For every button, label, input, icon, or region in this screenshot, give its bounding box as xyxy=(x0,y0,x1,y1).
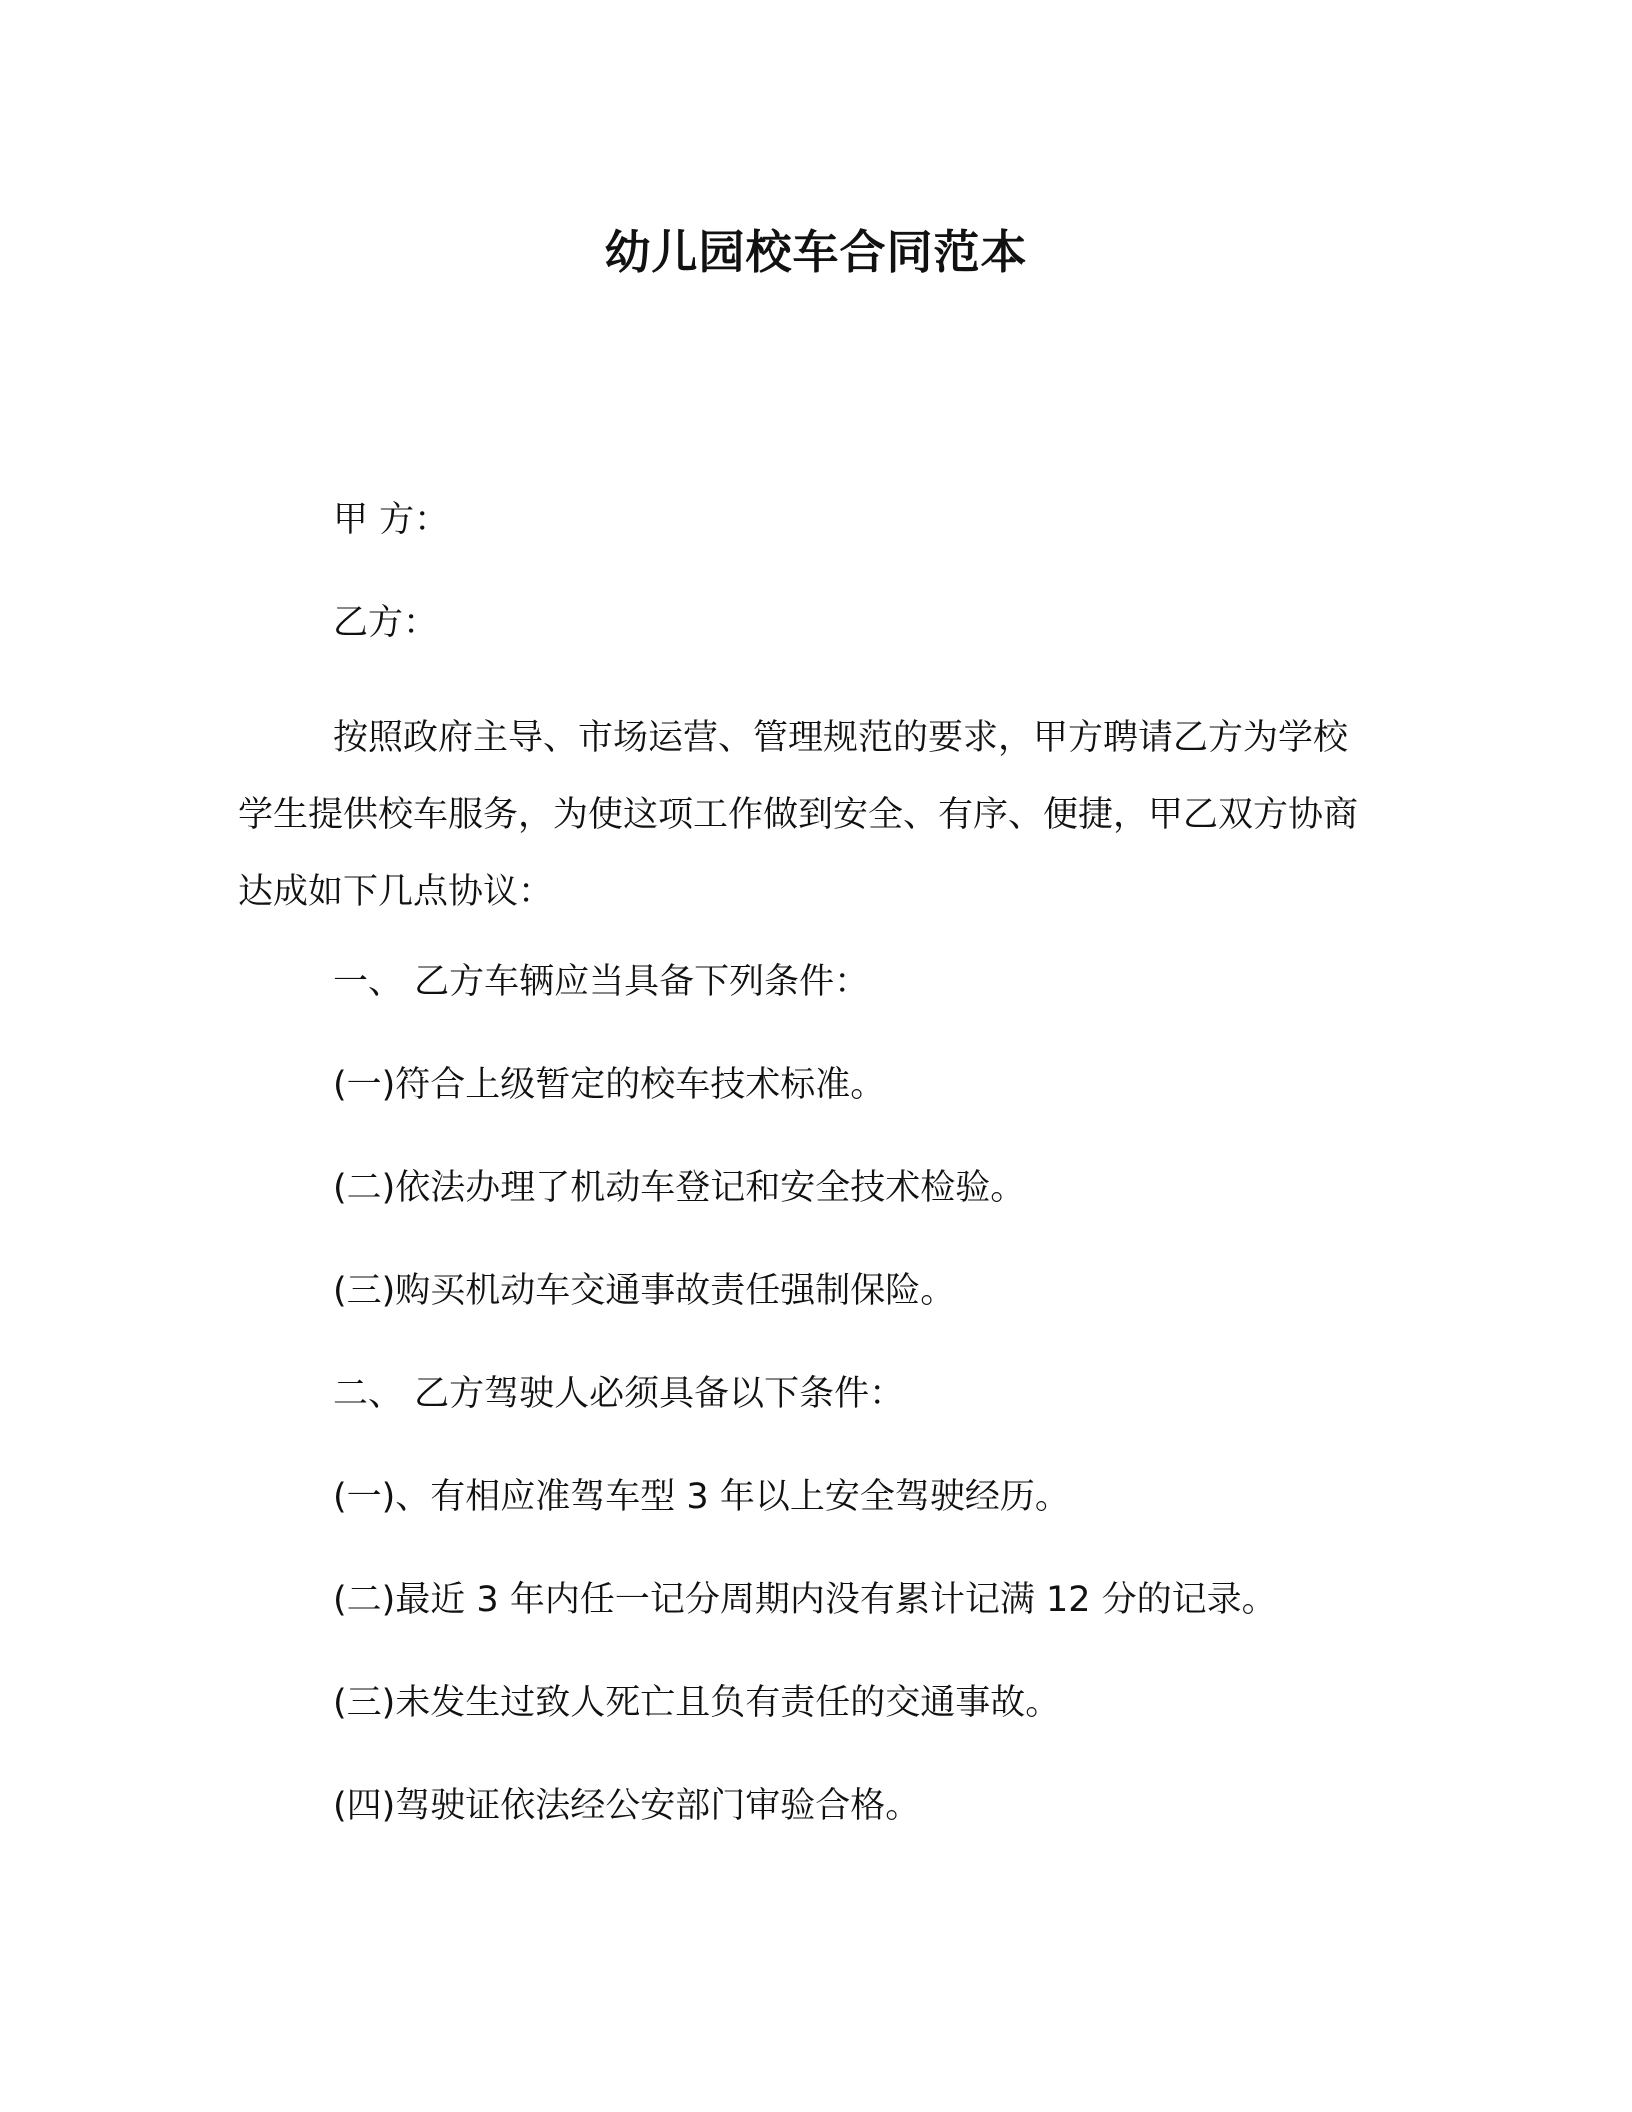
section-1-item: (三)购买机动车交通事故责任强制保险。 xyxy=(333,1271,956,1311)
document-title: 幼儿园校车合同范本 xyxy=(604,225,1028,279)
section-1-item: (一)符合上级暂定的校车技术标准。 xyxy=(333,1065,886,1105)
section-1-item: (二)依法办理了机动车登记和安全技术检验。 xyxy=(333,1168,1026,1208)
section-1-heading: 一、 乙方车辆应当具备下列条件： xyxy=(333,962,870,1002)
section-2-item: (一)、有相应准驾车型 3 年以上安全驾驶经历。 xyxy=(333,1477,1070,1517)
section-2-item: (四)驾驶证依法经公安部门审验合格。 xyxy=(333,1786,921,1826)
section-2-item: (三)未发生过致人死亡且负有责任的交通事故。 xyxy=(333,1683,1061,1723)
section-2-heading: 二、 乙方驾驶人必须具备以下条件： xyxy=(333,1374,905,1414)
intro-paragraph: 按照政府主导、市场运营、管理规范的要求，甲方聘请乙方为学校学生提供校车服务，为使这项工作做到安全、有序、便捷，甲乙双方协商达成如下几点协议： xyxy=(238,718,1359,912)
section-2-item: (二)最近 3 年内任一记分周期内没有累计记满 12 分的记录。 xyxy=(333,1580,1277,1620)
party-a-line: 甲 方： xyxy=(333,500,450,540)
party-b-line: 乙方： xyxy=(333,603,439,643)
